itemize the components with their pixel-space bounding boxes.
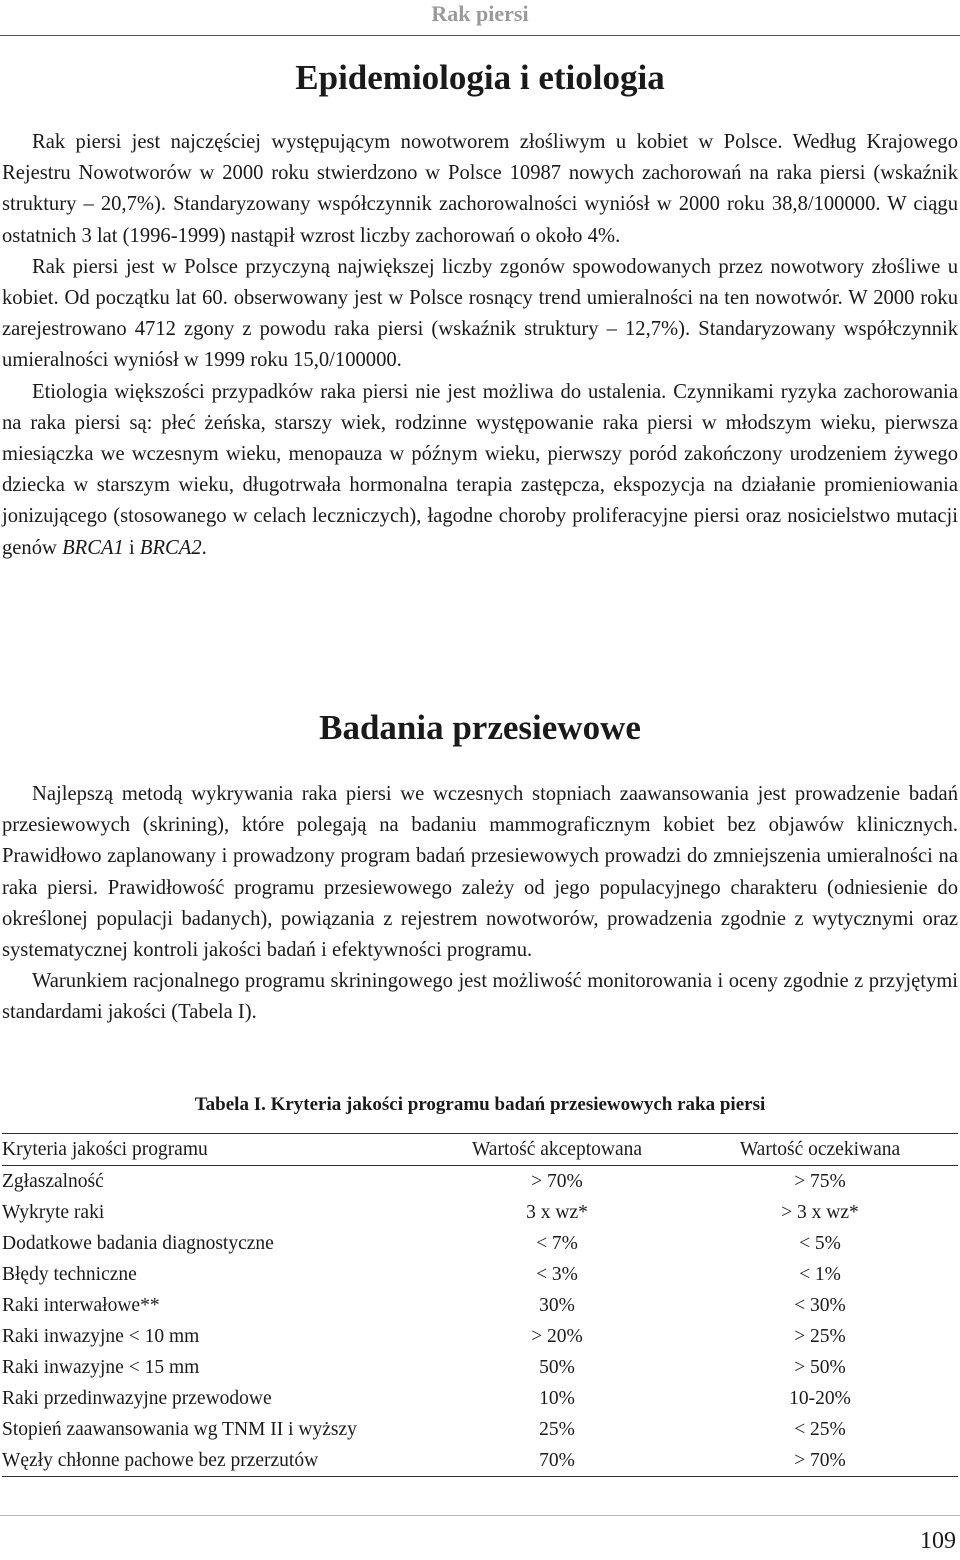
table-row — [2, 1414, 958, 1445]
table-row — [2, 1383, 958, 1414]
column-header: Wartość akceptowana — [471, 1139, 643, 1160]
table-cell: Raki przedinwazyjne przewodowe — [2, 1388, 272, 1409]
table-cell: > 25% — [794, 1326, 846, 1347]
table-row — [2, 1228, 958, 1259]
table-cell: Raki inwazyjne < 10 mm — [2, 1326, 200, 1347]
quality-criteria-table — [2, 1133, 958, 1477]
paragraph-text: Etiologia większości przypadków raka piersi nie jest możliwa do ustalenia. Czynnikami ryzyka zachorowania na raka piersi są: płeć żeńska, starszy wiek, rodzinne występowanie raka piersi w młodszym wieku, pierwsza miesiączka we wczesnym wieku, menopauza w późnym wieku, pierwszy poród zakończony urodzeniem żywego dziecka w starszym wieku, długotrwała hormonalna terapia zastępcza, ekspozycja na działanie promieniowania jonizującego (stosowanego w celach leczniczych), łagodne choroby proliferacyjne piersi oraz nosicielstwo mutacji genów — [2, 380, 958, 559]
page-number: 109 — [920, 1528, 956, 1554]
table-cell: 25% — [539, 1419, 575, 1440]
section-body-screening — [2, 779, 958, 1029]
section-title-screening: Badania przesiewowe — [319, 708, 641, 747]
table-cell: 30% — [539, 1295, 575, 1316]
table-row — [2, 1290, 958, 1321]
paragraph: Rak piersi jest najczęściej występującym nowotworem złośliwym u kobiet w Polsce. Według Krajowego Rejestru Nowotworów w 2000 roku stwierdzono w Polsce 10987 nowych zachorowań na raka piersi (wskaźnik struktury – 20,7%). Standaryzowany współczynnik zachorowalności wyniósł w 2000 roku 38,8/100000. W ciągu ostatnich 3 lat (1996-1999) nastąpił wzrost liczby zachorowań o około 4%. — [2, 131, 958, 247]
column-header: Kryteria jakości programu — [2, 1139, 208, 1160]
table-cell: Raki inwazyjne < 15 mm — [2, 1357, 200, 1378]
table-body — [2, 1166, 958, 1477]
conjunction: i — [123, 536, 140, 559]
header-rule — [0, 35, 960, 36]
footer-rule — [0, 1515, 960, 1516]
table-cell: < 3% — [536, 1264, 578, 1285]
table-row — [2, 1352, 958, 1383]
table-cell: 50% — [539, 1357, 575, 1378]
table-cell: > 50% — [794, 1357, 846, 1378]
table-row — [2, 1166, 958, 1198]
table-row — [2, 1197, 958, 1228]
quality-criteria-table-wrap — [2, 1133, 958, 1477]
column-header: Wartość oczekiwana — [739, 1139, 901, 1160]
table-cell: > 20% — [531, 1326, 583, 1347]
section-body-epidemiology — [2, 127, 958, 564]
table-cell: > 75% — [794, 1171, 846, 1192]
table-cell: < 1% — [799, 1264, 841, 1285]
table-cell: Błędy techniczne — [2, 1264, 137, 1285]
table-cell: Węzły chłonne pachowe bez przerzutów — [2, 1450, 319, 1471]
table-row — [2, 1445, 958, 1477]
table-cell: 3 x wz* — [526, 1202, 588, 1223]
paragraph — [2, 377, 958, 564]
table-cell: > 3 x wz* — [781, 1202, 859, 1223]
table-cell: Dodatkowe badania diagnostyczne — [2, 1233, 274, 1254]
table-row — [2, 1321, 958, 1352]
table-cell: Stopień zaawansowania wg TNM II i wyższy — [2, 1419, 357, 1440]
gene-name: BRCA2 — [139, 536, 202, 559]
paragraph: Najlepszą metodą wykrywania raka piersi we wczesnych stopniach zaawansowania jest prowadzenie badań przesiewowych (skrining), które polegają na badaniu mammograficznym kobiet bez objawów klinicznych. Prawidłowo zaplanowany i prowadzony program badań przesiewowych prowadzi do zmniejszenia umieralności na raka piersi. Prawidłowość programu przesiewowego zależy od jego populacyjnego charakteru (odniesienie do określonej populacji badanych), powiązania z rejestrem nowotworów, prowadzenia zgodnie z wytycznymi oraz systematycznej kontroli jakości badań i efektywności programu. — [2, 783, 958, 962]
table-header-row — [2, 1134, 958, 1166]
table-cell: 10% — [539, 1388, 575, 1409]
table-cell: < 5% — [799, 1233, 841, 1254]
paragraph: Rak piersi jest w Polsce przyczyną największej liczby zgonów spowodowanych przez nowotwory złośliwe u kobiet. Od początku lat 60. obserwowany jest w Polsce rosnący trend umieralności na ten nowotwór. W 2000 roku zarejestrowano 4712 zgony z powodu raka piersi (wskaźnik struktury – 12,7%). Standaryzowany współczynnik umieralności wyniósł w 1999 roku 15,0/100000. — [2, 255, 958, 372]
running-head: Rak piersi — [431, 1, 529, 26]
table-cell: < 30% — [794, 1295, 846, 1316]
table-cell: 10-20% — [789, 1388, 851, 1409]
table-cell: 70% — [539, 1450, 575, 1471]
table-cell: Wykryte raki — [2, 1202, 105, 1223]
paragraph-end: . — [201, 536, 207, 559]
section-title-epidemiology: Epidemiologia i etiologia — [295, 58, 665, 97]
gene-name: BRCA1 — [62, 536, 124, 559]
table-cell: > 70% — [794, 1450, 846, 1471]
table-row — [2, 1259, 958, 1290]
table-cell: < 25% — [794, 1419, 846, 1440]
paragraph: Warunkiem racjonalnego programu skriningowego jest możliwość monitorowania i oceny zgodnie z przyjętymi standardami jakości (Tabela I). — [2, 970, 958, 1024]
table-cell: < 7% — [536, 1233, 578, 1254]
table-cell: > 70% — [531, 1171, 583, 1192]
table-cell: Raki interwałowe** — [2, 1295, 160, 1316]
table-cell: Zgłaszalność — [2, 1171, 104, 1192]
table-caption: Tabela I. Kryteria jakości programu badań przesiewowych raka piersi — [194, 1094, 766, 1115]
